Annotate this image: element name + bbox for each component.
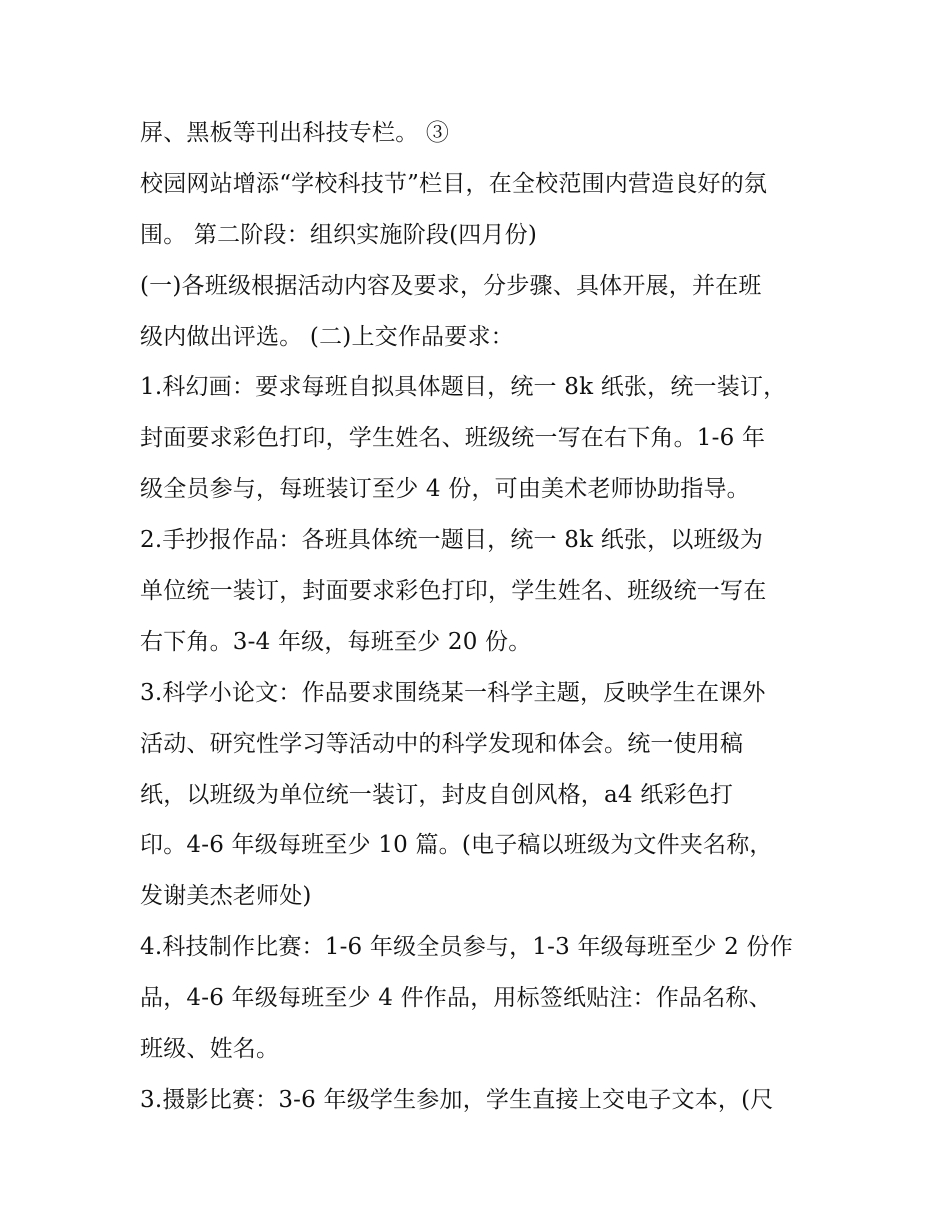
text-line: 印。4-6 年级每班至少 10 篇。(电子稿以班级为文件夹名称， bbox=[140, 832, 773, 859]
text-line: 发谢美杰老师处) bbox=[140, 883, 312, 910]
text-line: 校园网站增添“学校科技节”栏目，在全校范围内营造良好的氛 bbox=[140, 170, 768, 197]
text-line: 级内做出评选。 (二)上交作品要求： bbox=[140, 323, 514, 350]
text-line: 右下角。3-4 年级，每班至少 20 份。 bbox=[140, 628, 532, 655]
text-line: 封面要求彩色打印，学生姓名、班级统一写在右下角。1-6 年 bbox=[140, 425, 766, 452]
text-line: 3.摄影比赛：3-6 年级学生参加，学生直接上交电子文本，(尺 bbox=[140, 1086, 774, 1113]
text-line: 班级、姓名。 bbox=[140, 1036, 280, 1063]
text-line: 2.手抄报作品：各班具体统一题目，统一 8k 纸张，以班级为 bbox=[140, 527, 764, 554]
text-line: 单位统一装订，封面要求彩色打印，学生姓名、班级统一写在 bbox=[140, 578, 767, 605]
text-line: (一)各班级根据活动内容及要求，分步骤、具体开展，并在班 bbox=[140, 272, 762, 299]
text-line: 1.科幻画：要求每班自拟具体题目，统一 8k 纸张，统一装订， bbox=[140, 374, 787, 401]
text-line: 纸，以班级为单位统一装订，封皮自创风格，a4 纸彩色打 bbox=[140, 781, 734, 808]
text-line: 3.科学小论文：作品要求围绕某一科学主题，反映学生在课外 bbox=[140, 679, 766, 706]
text-line: 级全员参与，每班装订至少 4 份，可由美术老师协助指导。 bbox=[140, 476, 750, 503]
text-line: 4.科技制作比赛：1-6 年级全员参与，1-3 年级每班至少 2 份作 bbox=[140, 934, 793, 961]
document-body bbox=[140, 108, 820, 1126]
text-line: 屏、黑板等刊出科技专栏。 ③ bbox=[140, 120, 450, 146]
text-line: 围。 第二阶段：组织实施阶段(四月份) bbox=[140, 221, 538, 248]
text-line: 活动、研究性学习等活动中的科学发现和体会。统一使用稿 bbox=[140, 730, 744, 757]
text-line: 品，4-6 年级每班至少 4 件作品，用标签纸贴注：作品名称、 bbox=[140, 985, 772, 1012]
